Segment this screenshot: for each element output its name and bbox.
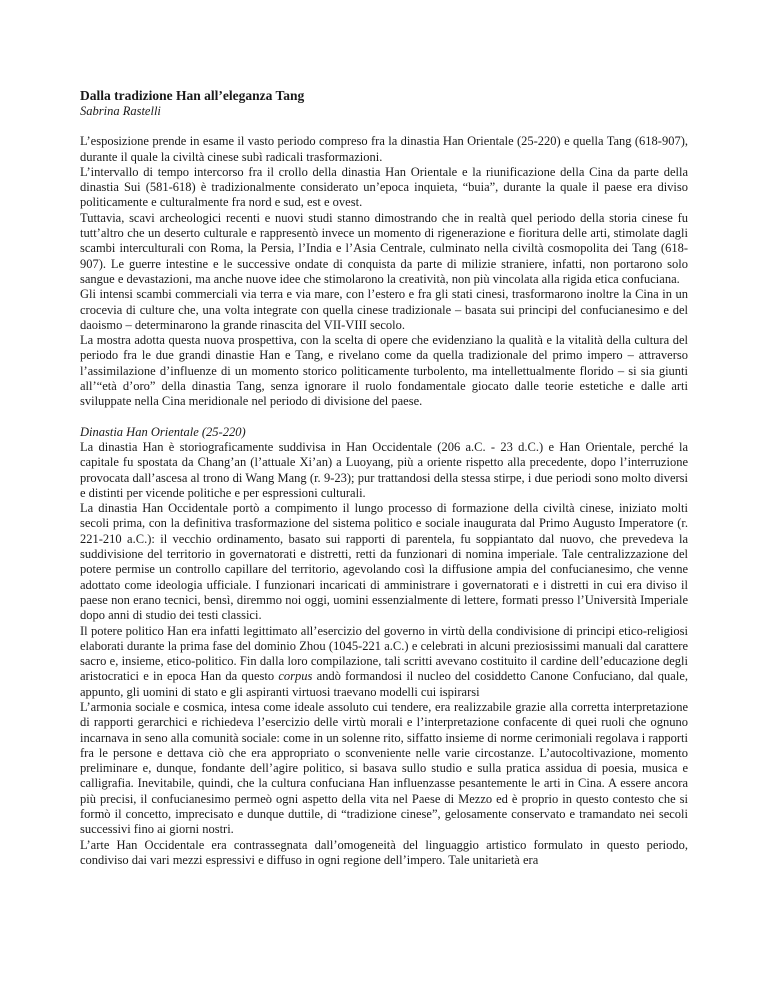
intro-paragraph: La mostra adotta questa nuova prospettiva, con la scelta di opere che evidenziano la qualità e la vitalità della cultura del periodo fra le due grandi dinastie Han e Tang, e rivelano come da quella tradizionale del primo impero – attraverso l’assimilazione d’influenze di un momento storico politicamente turbolento, ma intellettualmente florido – si sia giunti all’“età d’oro” della dinastia Tang, senza ignorare il ruolo fondamentale giocato dalle teorie estetiche e dalle arti sviluppate nella Cina meridionale nel periodo di divisione del paese.: [80, 333, 688, 409]
section-paragraph: La dinastia Han è storiograficamente suddivisa in Han Occidentale (206 a.C. - 23 d.C.) e Han Orientale, perché la capitale fu spostata da Chang’an (l’attuale Xi’an) a Luoyang, più a oriente rispetto alla precedente, dopo l’interruzione provocata dall’ascesa al trono di Wang Mang (r. 9-23); pur trattandosi della stessa stirpe, i due periodi sono molto diversi e distinti per vicende politiche e per espressioni culturali.: [80, 439, 688, 500]
intro-paragraph: Gli intensi scambi commerciali via terra e via mare, con l’estero e fra gli stati cinesi, trasformarono inoltre la Cina in un crocevia di culture che, una volta integrate con quella cinese tradizionale – basata sui principi del confucianesimo e del daoismo – determinarono la grande rinascita del VII-VIII secolo.: [80, 287, 688, 332]
intro-paragraph: L’esposizione prende in esame il vasto periodo compreso fra la dinastia Han Orientale (25-220) e quella Tang (618-907), durante il quale la civiltà cinese subì radicali trasformazioni.: [80, 134, 688, 164]
intro-paragraph: Tuttavia, scavi archeologici recenti e nuovi studi stanno dimostrando che in realtà quel periodo della storia cinese fu tutt’altro che un deserto culturale e rappresentò invece un momento di rigenerazione e fioritura delle arti, stimolate dagli scambi interculturali con Roma, la Persia, l’India e l’Asia Centrale, culminato nella civiltà cosmopolita dei Tang (618-907). Le guerre intestine e le successive ondate di conquista da parte di milizie straniere, infatti, non portarono solo sangue e devastazioni, ma anche nuove idee che stimolarono la creatività, non più vincolata alla rigida etica confuciana.: [80, 210, 688, 286]
document-author: Sabrina Rastelli: [80, 104, 161, 118]
section-paragraph: L’armonia sociale e cosmica, intesa come ideale assoluto cui tendere, era realizzabile grazie alla corretta interpretazione di rapporti gerarchici e richiedeva l’esercizio delle virtù morali e l’interpretazione confacente di quei ruoli che ognuno incarnava in seno alla comunità sociale: come in un solenne rito, siffatto insieme di norme cerimoniali regolava i rapporti fra le persone e dettava ciò che era appropriato o sconveniente nelle varie circostanze. L’autocoltivazione, momento preliminare e, dunque, fondante dell’agire politico, si basava sullo studio e sulla pratica assidua di poesia, musica e calligrafia. Inevitabile, quindi, che la cultura confuciana Han influenzasse pesantemente le arti in Cina. A essere ancora più precisi, il confucianesimo permeò ogni aspetto della vita nel Paese di Mezzo ed è proprio in questo contesto che si formò il concetto, imprecisato e dunque duttile, di “tradizione cinese”, gelosamente conservato e tramandato nei secoli successivi fino ai giorni nostri.: [80, 699, 688, 837]
section-paragraph-corpus: [80, 624, 688, 700]
document-page: [80, 87, 688, 868]
document-title: Dalla tradizione Han all’eleganza Tang: [80, 88, 305, 103]
section-paragraph: L’arte Han Occidentale era contrassegnata dall’omogeneità del linguaggio artistico formulato in questo periodo, condiviso dai vari mezzi espressivi e diffuso in ogni regione dell’impero. Tale unitarietà era: [80, 837, 688, 867]
corpus-italic-word: corpus: [278, 669, 313, 684]
section-paragraph: La dinastia Han Occidentale portò a compimento il lungo processo di formazione della civiltà cinese, iniziato molti secoli prima, con la definitiva trasformazione del sistema politico e sociale inaugurata dal Primo Augusto Imperatore (r. 221-210 a.C.): il vecchio ordinamento, basato sui rapporti di parentela, fu soppiantato dal nuovo, che prevedeva la suddivisione del territorio in governatorati e distretti, retti da funzionari di nomina imperiale. Tale centralizzazione del potere permise un controllo capillare del territorio, agevolando così la diffusione ampia del confucianesimo, che venne adottato come ideologia ufficiale. I funzionari incaricati di amministrare i governatorati e i distretti in cui era diviso il paese non erano tecnici, bensì, diremmo noi oggi, uomini essenzialmente di lettere, formati presso l’Università Imperiale dopo anni di studio dei testi classici.: [80, 501, 688, 623]
section-spacer: [80, 410, 688, 425]
corpus-text-before: Il potere politico Han era infatti legittimato all’esercizio del governo in virtù della condivisione di principi etico-religiosi elaborati durante la prima fase del dominio Zhou (1045-221 a.C.) e celebrati in alcuni preziosissimi manuali dal carattere sacro e, insieme, etico-politico. Fin dalla loro compilazione, tali scritti avevano costituito il cardine dell’educazione degli aristocratici e in epoca Han da questo: [80, 623, 688, 684]
section-heading: Dinastia Han Orientale (25-220): [80, 424, 246, 439]
corpus-text-after: andò formandosi il nucleo del cosiddetto Canone Confuciano, dal quale, appunto, gli uomini di stato e gli aspiranti virtuosi traevano modelli cui ispirarsi: [80, 669, 688, 699]
intro-paragraph: L’intervallo di tempo intercorso fra il crollo della dinastia Han Orientale e la riunificazione della Cina da parte della dinastia Sui (581-618) è tradizionalmente considerato un’epoca inquieta, “buia”, durante la quale il paese era diviso politicamente e culturalmente fra nord e sud, est e ovest.: [80, 164, 688, 210]
